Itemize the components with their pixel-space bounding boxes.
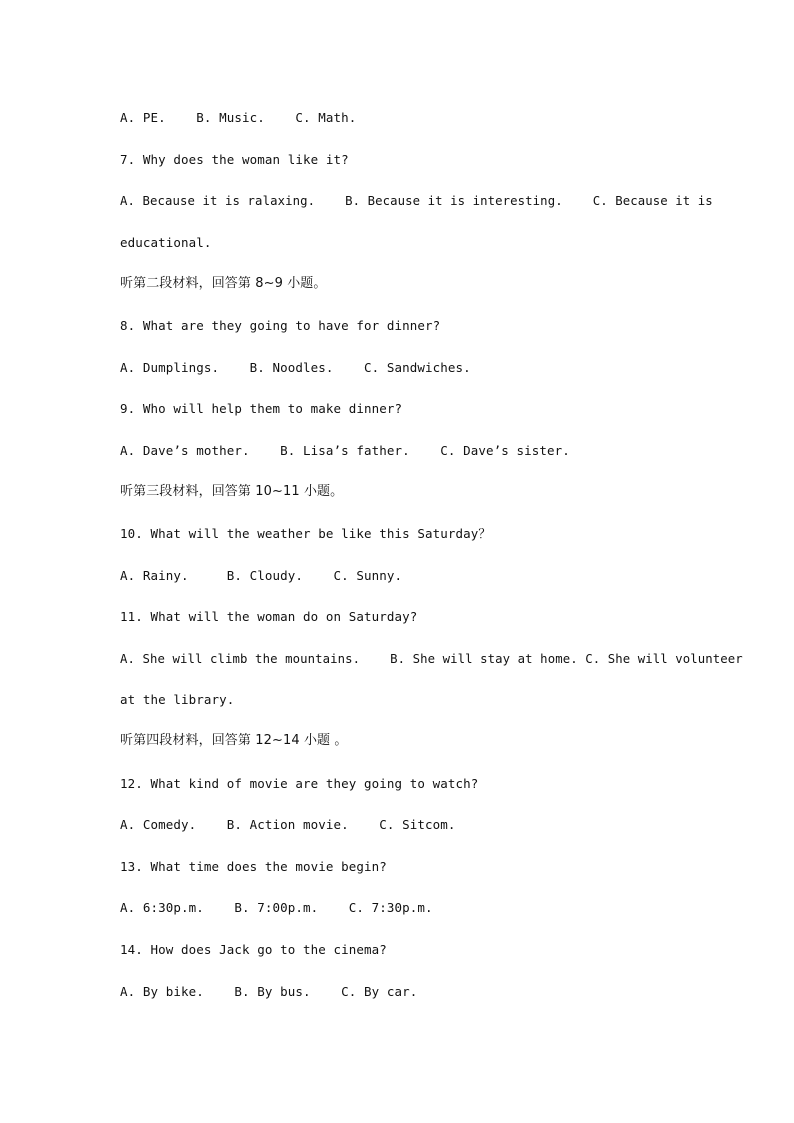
q7-options: A. Because it is ralaxing. B. Because it is interesting. C. Because it is — [120, 194, 713, 208]
q14-question: 14. How does Jack go to the cinema? — [120, 942, 387, 957]
q8-question: 8. What are they going to have for dinner? — [120, 318, 441, 333]
q9-question: 9. Who will help them to make dinner? — [120, 401, 403, 416]
q8-options: A. Dumplings. B. Noodles. C. Sandwiches. — [120, 360, 471, 375]
q9-options: A. Dave’s mother. B. Lisa’s father. C. Dave’s sister. — [120, 443, 570, 458]
q13-options: A. 6:30p.m. B. 7:00p.m. C. 7:30p.m. — [120, 900, 433, 915]
q7-question: 7. Why does the woman like it? — [120, 152, 349, 167]
q11-options: A. She will climb the mountains. B. She will stay at home. C. She will volunteer — [120, 652, 743, 666]
section-4-instruction: 听第四段材料，回答第 12~14 小题 。 — [120, 733, 348, 748]
q10-question: 10. What will the weather be like this Saturday？ — [120, 526, 492, 541]
q10-options: A. Rainy. B. Cloudy. C. Sunny. — [120, 568, 403, 583]
q11-question: 11. What will the woman do on Saturday? — [120, 609, 418, 624]
q13-question: 13. What time does the movie begin? — [120, 859, 387, 874]
q11-options-continued: at the library. — [120, 692, 235, 707]
q12-options: A. Comedy. B. Action movie. C. Sitcom. — [120, 817, 456, 832]
section-2-instruction: 听第二段材料，回答第 8~9 小题。 — [120, 276, 327, 291]
section-3-instruction: 听第三段材料，回答第 10~11 小题。 — [120, 484, 344, 499]
q14-options: A. By bike. B. By bus. C. By car. — [120, 984, 418, 999]
q7-options-continued: educational. — [120, 235, 212, 250]
q12-question: 12. What kind of movie are they going to watch? — [120, 776, 479, 791]
q6-options: A. PE. B. Music. C. Math. — [120, 110, 357, 125]
